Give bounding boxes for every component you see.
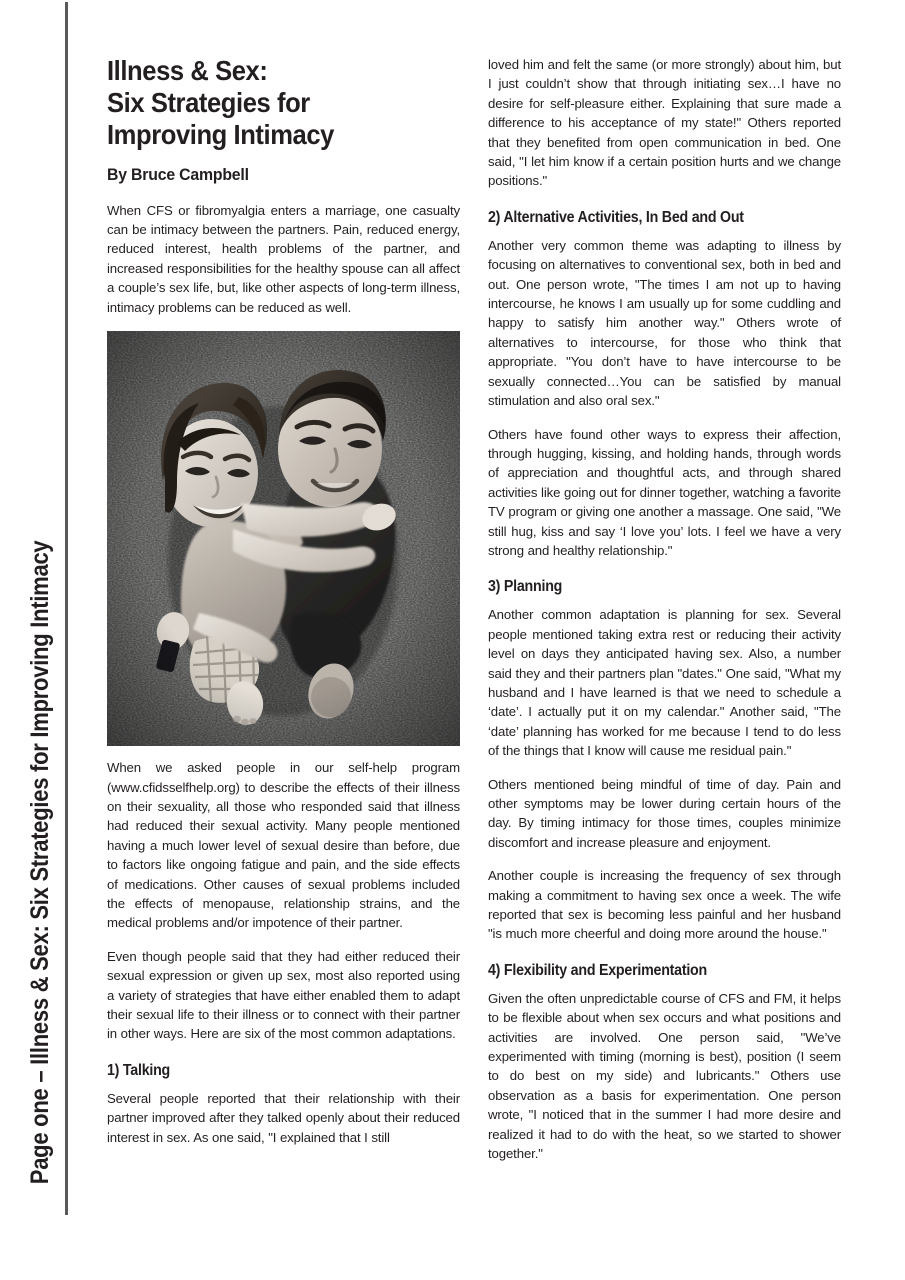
section-heading-alternative-activities: 2) Alternative Activities, In Bed and Out xyxy=(488,208,744,226)
paragraph-planning-2: Others mentioned being mindful of time of day. Pain and other symptoms may be lower during certain hours of the day. By timing intimacy for those times, couples minimize discomfort and increase pleasure and enjoyment. xyxy=(488,776,841,850)
byline: By Bruce Campbell xyxy=(107,164,249,184)
paragraph-alternatives-2: Others have found other ways to express their affection, through hugging, kissing, and holding hands, through words of appreciation and thoughtful acts, and through shared activities like going out for dinner together, watching a favorite TV program or giving one another a massage. One said, "We still hug, kiss and say ‘I love you’ lots. I feel we have a very strong and healthy relationship." xyxy=(488,426,841,558)
paragraph-alternatives-1: Another very common theme was adapting to illness by focusing on alternatives to conventional sex, both in bed and out. One person wrote, "The times I am not up to having intercourse, he knows I am usually up for some cuddling and happy to satisfy him another way." Others wrote of alternatives to intercourse, for those who think that appropriate. "You don’t have to have intercourse to be sexually connected…You can be satisfied by manual stimulation and also oral sex." xyxy=(488,237,841,409)
article-photo xyxy=(107,331,460,746)
paragraph-planning-1: Another common adaptation is planning for sex. Several people mentioned taking extra rest or reducing their activity level on days they anticipated having sex. Also, a number said they and their partners plan "dates." One said, "What my husband and I have learned is that we need to schedule a ‘date’. I actually put it on my calendar." Another said, "The ‘date’ planning has worked for me because I tend to do less of the things that I know will cause me residual pain." xyxy=(488,607,841,759)
paragraph-self-help-program: When we asked people in our self-help program (www.cfidsselfhelp.org) to describe the effects of their illness on their sexuality, all those who responded said that illness had reduced their sexual activity. Many people mentioned having a much lower level of sexual desire than before, due to factors like ongoing fatigue and pain, and the side effects of medications. Other causes of sexual problems included the effects of menopause, relationship strains, and the medical problems and/or impotence of their partner. xyxy=(107,760,460,931)
headline-line-1: Illness & Sex: xyxy=(107,55,268,86)
running-head-text: Page one – Illness & Sex: Six Strategies for Improving Intimacy xyxy=(25,540,54,1185)
sidebar-running-head xyxy=(0,0,70,1280)
column-right xyxy=(488,55,841,1178)
column-left xyxy=(107,55,460,1161)
paragraph-planning-3: Another couple is increasing the frequency of sex through making a commitment to having sex once a week. The wife reported that sex is becoming less painful and her husband "is much more cheerful and doing more around the house." xyxy=(488,868,841,942)
paragraph-strategies-intro: Even though people said that they had either reduced their sexual expression or given up sex, most also reported using a variety of strategies that have either enabled them to adapt their sexual life to their illness or to connect with their partner in other ways. Here are six of the most common adaptations. xyxy=(107,948,460,1042)
headline-line-2: Six Strategies for xyxy=(107,86,310,118)
paragraph-flexibility-1: Given the often unpredictable course of CFS and FM, it helps to be flexible about when sex occurs and what positions and activities are involved. One person said, "We’ve experimented with timing (morning is best), position (I seem to do best on my side) and lubricants." Others use observation as a basis for experimentation. One person wrote, "I noticed that in the summer I had more desire and realized it had to do with the heat, so we started to shower together." xyxy=(488,990,841,1162)
page-title xyxy=(107,55,435,151)
sidebar-text-container xyxy=(10,15,70,1215)
section-heading-talking: 1) Talking xyxy=(107,1061,171,1079)
headline-line-3: Improving Intimacy xyxy=(107,118,334,150)
section-heading-flexibility: 4) Flexibility and Experimentation xyxy=(488,961,707,979)
section-heading-planning: 3) Planning xyxy=(488,578,563,596)
article-content xyxy=(107,0,851,1280)
paragraph-talking-continuation: loved him and felt the same (or more strongly) about him, but I just couldn’t show that through initiating sex…I have no desire for self-pleasure either. Explaining that sure made a difference to his acceptance of my state!" Others reported that they benefited from open communication in bed. One said, "I let him know if a certain position hurts and we change positions." xyxy=(488,57,841,189)
paragraph-talking: Several people reported that their relationship with their partner improved after they talked openly about their reduced interest in sex. As one said, "I explained that I still xyxy=(107,1090,460,1145)
paragraph-intro: When CFS or fibromyalgia enters a marriage, one casualty can be intimacy between the partners. Pain, reduced energy, reduced interest, health problems of the partner, and increased responsibilities for the healthy spouse can all affect a couple’s sex life, but, like other aspects of long-term illness, intimacy problems can be reduced as well. xyxy=(107,202,460,315)
